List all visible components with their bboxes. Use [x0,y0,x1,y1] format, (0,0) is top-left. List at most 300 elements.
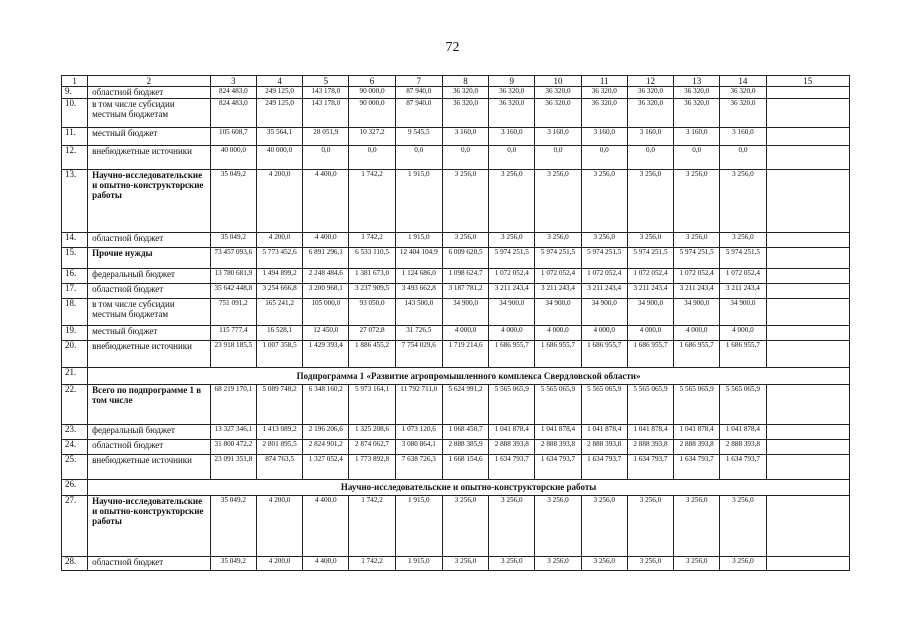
value-cell: 751 091,2 [210,299,256,326]
row-number-cell: 16. [62,269,88,284]
value-cell: 5 773 452,6 [256,248,302,269]
value-cell: 0,0 [535,146,581,170]
value-cell: 28 051,9 [303,128,349,146]
value-cell: 4 000,0 [489,326,535,341]
value-cell: 1 072 052,4 [489,269,535,284]
value-cell: 2 888 393,8 [627,440,673,455]
value-cell: 1 494 899,2 [256,269,302,284]
value-cell [766,269,849,284]
value-cell [766,385,849,425]
value-cell: 143 178,0 [303,99,349,128]
value-cell: 3 080 864,1 [395,440,442,455]
column-number-row [62,76,850,87]
value-cell: 87 940,0 [395,99,442,128]
table-row [62,99,850,128]
value-cell [766,146,849,170]
row-name-cell: областной бюджет [88,284,211,299]
value-cell: 0,0 [489,146,535,170]
row-name-cell: внебюджетные источники [88,341,211,368]
table-row [62,146,850,170]
page-number: 72 [445,40,460,55]
value-cell: 1 915,0 [395,496,442,557]
table-row [62,284,850,299]
value-cell: 1 041 878,4 [627,425,673,440]
value-cell: 90 000,0 [349,99,395,128]
table-row [62,440,850,455]
value-cell: 2 888 393,8 [535,440,581,455]
value-cell: 4 000,0 [674,326,720,341]
value-cell: 5 565 065,9 [581,385,627,425]
value-cell: 35 049,2 [210,496,256,557]
column-header-cell: 5 [303,76,349,87]
value-cell: 31 800 472,2 [210,440,256,455]
value-cell: 2 824 901,2 [303,440,349,455]
value-cell: 0,0 [349,146,395,170]
value-cell: 1 041 878,4 [720,425,766,440]
value-cell: 13 327 346,1 [210,425,256,440]
value-cell: 3 493 662,8 [395,284,442,299]
value-cell [766,425,849,440]
value-cell: 4 000,0 [627,326,673,341]
value-cell: 1 041 878,4 [535,425,581,440]
column-header-cell: 6 [349,76,395,87]
row-number-cell: 27. [62,496,88,557]
value-cell: 34 900,0 [720,299,766,326]
value-cell: 1 073 120,6 [395,425,442,440]
value-cell: 1 634 793,7 [535,455,581,480]
value-cell: 874 763,5 [256,455,302,480]
value-cell: 36 320,0 [489,99,535,128]
value-cell: 1 634 793,7 [674,455,720,480]
column-header-cell: 7 [395,76,442,87]
column-header-cell: 2 [88,76,211,87]
value-cell: 1 041 878,4 [489,425,535,440]
column-header-cell: 15 [766,76,849,87]
column-header-cell: 1 [62,76,88,87]
value-cell [766,233,849,248]
table-row [62,299,850,326]
value-cell: 1 742,2 [349,496,395,557]
value-cell: 2 888 393,8 [489,440,535,455]
value-cell: 3 160,0 [489,128,535,146]
value-cell: 3 256,0 [581,496,627,557]
value-cell: 4 000,0 [442,326,488,341]
value-cell: 1 634 793,7 [581,455,627,480]
value-cell: 5 624 991,2 [442,385,488,425]
value-cell: 5 565 065,9 [535,385,581,425]
value-cell: 36 320,0 [674,99,720,128]
value-cell: 35 642 448,8 [210,284,256,299]
value-cell: 0,0 [395,146,442,170]
row-number-cell: 15. [62,248,88,269]
value-cell: 34 900,0 [535,299,581,326]
value-cell: 0,0 [442,146,488,170]
value-cell: 9 545,5 [395,128,442,146]
value-cell: 1 413 089,2 [256,425,302,440]
value-cell [766,455,849,480]
value-cell: 34 900,0 [627,299,673,326]
row-name-cell: Прочие нужды [88,248,211,269]
value-cell: 36 320,0 [535,99,581,128]
value-cell: 68 219 170,1 [210,385,256,425]
value-cell: 1 634 793,7 [627,455,673,480]
value-cell: 5 973 164,1 [349,385,395,425]
value-cell: 12 404 104,9 [395,248,442,269]
section-row [62,480,850,496]
table-row [62,87,850,99]
value-cell: 3 256,0 [581,233,627,248]
row-number-cell: 13. [62,170,88,233]
row-number-cell: 11. [62,128,88,146]
value-cell: 3 256,0 [535,170,581,233]
value-cell: 3 256,0 [489,170,535,233]
value-cell: 3 211 243,4 [627,284,673,299]
value-cell: 1 325 208,6 [349,425,395,440]
value-cell: 2 888 385,9 [442,440,488,455]
value-cell: 3 211 243,4 [581,284,627,299]
value-cell: 3 256,0 [489,557,535,571]
value-cell: 36 320,0 [581,87,627,99]
value-cell: 93 050,0 [349,299,395,326]
value-cell: 3 256,0 [627,557,673,571]
value-cell: 36 320,0 [720,87,766,99]
value-cell: 5 974 251,5 [535,248,581,269]
value-cell: 3 211 243,4 [674,284,720,299]
table-row [62,455,850,480]
value-cell: 1 719 214,6 [442,341,488,368]
value-cell: 11 792 711,0 [395,385,442,425]
column-header-cell: 8 [442,76,488,87]
row-number-cell: 10. [62,99,88,128]
value-cell: 3 211 243,4 [489,284,535,299]
value-cell: 2 248 484,6 [303,269,349,284]
budget-table [61,75,850,571]
value-cell: 36 320,0 [581,99,627,128]
table-row [62,341,850,368]
value-cell: 1 072 052,4 [581,269,627,284]
value-cell: 1 915,0 [395,557,442,571]
value-cell: 6 533 110,5 [349,248,395,269]
table-row [62,128,850,146]
value-cell [766,284,849,299]
table-row [62,269,850,284]
row-number-cell: 28. [62,557,88,571]
value-cell: 1 072 052,4 [535,269,581,284]
value-cell: 1 068 450,7 [442,425,488,440]
table-row [62,233,850,248]
table-row [62,170,850,233]
value-cell: 5 565 065,9 [627,385,673,425]
value-cell: 5 565 065,9 [674,385,720,425]
section-row [62,368,850,385]
table-row [62,248,850,269]
value-cell: 105 608,7 [210,128,256,146]
value-cell [766,87,849,99]
row-number-cell: 22. [62,385,88,425]
value-cell: 4 000,0 [720,326,766,341]
value-cell: 1 124 686,0 [395,269,442,284]
value-cell: 3 256,0 [627,170,673,233]
value-cell: 6 009 620,5 [442,248,488,269]
value-cell: 0,0 [303,146,349,170]
row-name-cell: местный бюджет [88,326,211,341]
table-row [62,425,850,440]
value-cell: 1 327 052,4 [303,455,349,480]
value-cell: 4 400,0 [303,170,349,233]
row-name-cell: в том числе субсидии местным бюджетам [88,299,211,326]
row-name-cell: внебюджетные источники [88,455,211,480]
value-cell: 1 686 955,7 [674,341,720,368]
value-cell: 36 320,0 [535,87,581,99]
value-cell: 4 200,0 [256,496,302,557]
value-cell: 4 200,0 [256,170,302,233]
value-cell [766,299,849,326]
section-title-cell: Научно-исследовательские и опытно-конструкторские работы [88,480,850,496]
value-cell: 35 564,1 [256,128,302,146]
value-cell [766,326,849,341]
value-cell: 36 320,0 [442,87,488,99]
column-header-cell: 14 [720,76,766,87]
value-cell: 3 256,0 [535,496,581,557]
value-cell: 115 777,4 [210,326,256,341]
value-cell: 3 237 909,5 [349,284,395,299]
value-cell: 3 200 968,1 [303,284,349,299]
value-cell: 7 754 029,6 [395,341,442,368]
value-cell: 34 900,0 [674,299,720,326]
value-cell: 34 900,0 [489,299,535,326]
value-cell: 4 200,0 [256,557,302,571]
value-cell: 1 742,2 [349,170,395,233]
value-cell: 1 915,0 [395,233,442,248]
value-cell: 1 072 052,4 [674,269,720,284]
column-header-cell: 10 [535,76,581,87]
row-name-cell: федеральный бюджет [88,425,211,440]
value-cell: 27 072,8 [349,326,395,341]
value-cell: 143 500,0 [395,299,442,326]
value-cell: 3 254 666,8 [256,284,302,299]
value-cell: 5 974 251,5 [627,248,673,269]
value-cell: 3 256,0 [581,557,627,571]
value-cell: 40 000,0 [210,146,256,170]
value-cell: 1 429 393,4 [303,341,349,368]
row-name-cell: областной бюджет [88,440,211,455]
value-cell: 2 874 062,7 [349,440,395,455]
value-cell: 13 780 681,9 [210,269,256,284]
value-cell: 1 072 052,4 [720,269,766,284]
value-cell: 3 256,0 [674,557,720,571]
value-cell: 6 891 296,1 [303,248,349,269]
value-cell: 35 049,2 [210,170,256,233]
value-cell: 4 400,0 [303,496,349,557]
value-cell: 4 400,0 [303,233,349,248]
value-cell: 249 125,0 [256,99,302,128]
value-cell: 1 915,0 [395,170,442,233]
value-cell: 0,0 [674,146,720,170]
value-cell: 1 686 955,7 [535,341,581,368]
value-cell: 3 256,0 [442,557,488,571]
row-number-cell: 26. [62,480,88,496]
value-cell: 0,0 [720,146,766,170]
row-number-cell: 19. [62,326,88,341]
row-name-cell: федеральный бюджет [88,269,211,284]
value-cell: 12 450,0 [303,326,349,341]
row-number-cell: 23. [62,425,88,440]
row-number-cell: 21. [62,368,88,385]
value-cell: 1 686 955,7 [581,341,627,368]
value-cell: 3 256,0 [581,170,627,233]
value-cell: 2 888 393,8 [581,440,627,455]
value-cell: 1 381 673,0 [349,269,395,284]
value-cell: 1 773 892,8 [349,455,395,480]
value-cell: 2 196 206,6 [303,425,349,440]
value-cell: 3 256,0 [720,496,766,557]
value-cell: 143 178,0 [303,87,349,99]
row-number-cell: 24. [62,440,88,455]
value-cell: 1 634 793,7 [489,455,535,480]
value-cell: 824 483,0 [210,87,256,99]
value-cell: 824 483,0 [210,99,256,128]
value-cell: 3 256,0 [535,557,581,571]
row-number-cell: 17. [62,284,88,299]
value-cell: 1 634 793,7 [720,455,766,480]
value-cell: 36 320,0 [720,99,766,128]
value-cell [766,496,849,557]
table-row [62,385,850,425]
value-cell: 87 940,0 [395,87,442,99]
row-name-cell: областной бюджет [88,557,211,571]
table-row [62,326,850,341]
value-cell: 3 211 243,4 [720,284,766,299]
value-cell: 3 256,0 [442,170,488,233]
value-cell [766,128,849,146]
value-cell: 3 256,0 [674,496,720,557]
value-cell: 34 900,0 [581,299,627,326]
value-cell: 1 686 955,7 [489,341,535,368]
value-cell: 105 000,0 [303,299,349,326]
value-cell: 4 000,0 [535,326,581,341]
column-header-cell: 13 [674,76,720,87]
value-cell: 35 049,2 [210,233,256,248]
value-cell: 36 320,0 [442,99,488,128]
value-cell: 1 686 955,7 [720,341,766,368]
value-cell: 5 974 251,5 [581,248,627,269]
value-cell: 1 098 624,7 [442,269,488,284]
value-cell: 5 565 065,9 [720,385,766,425]
row-name-cell: в том числе субсидии местным бюджетам [88,99,211,128]
value-cell: 4 000,0 [581,326,627,341]
value-cell: 1 686 955,7 [627,341,673,368]
value-cell [766,557,849,571]
value-cell: 2 801 895,5 [256,440,302,455]
value-cell: 36 320,0 [489,87,535,99]
value-cell: 5 565 065,9 [489,385,535,425]
row-name-cell: местный бюджет [88,128,211,146]
value-cell: 3 160,0 [535,128,581,146]
row-number-cell: 20. [62,341,88,368]
value-cell: 3 256,0 [442,496,488,557]
value-cell: 3 160,0 [674,128,720,146]
value-cell: 1 041 878,4 [674,425,720,440]
value-cell: 3 160,0 [720,128,766,146]
value-cell [766,170,849,233]
value-cell: 0,0 [581,146,627,170]
row-name-cell: Научно-исследовательские и опытно-конструкторские работы [88,170,211,233]
value-cell: 0,0 [627,146,673,170]
value-cell: 73 457 093,6 [210,248,256,269]
value-cell: 3 256,0 [535,233,581,248]
value-cell: 31 726,5 [395,326,442,341]
row-number-cell: 12. [62,146,88,170]
row-name-cell: областной бюджет [88,87,211,99]
value-cell: 35 049,2 [210,557,256,571]
value-cell: 36 320,0 [627,99,673,128]
value-cell: 1 072 052,4 [627,269,673,284]
value-cell: 16 528,1 [256,326,302,341]
row-name-cell: внебюджетные источники [88,146,211,170]
value-cell [766,440,849,455]
value-cell: 1 742,2 [349,233,395,248]
value-cell: 36 320,0 [674,87,720,99]
value-cell: 3 256,0 [489,496,535,557]
row-number-cell: 18. [62,299,88,326]
section-title-cell: Подпрограмма 1 «Развитие агропромышленного комплекса Свердловской области» [88,368,850,385]
value-cell: 3 211 243,4 [535,284,581,299]
value-cell: 2 888 393,8 [674,440,720,455]
value-cell: 3 256,0 [674,170,720,233]
value-cell: 3 256,0 [720,233,766,248]
row-name-cell: Научно-исследовательские и опытно-конструкторские работы [88,496,211,557]
value-cell [766,341,849,368]
value-cell [766,99,849,128]
value-cell: 40 000,0 [256,146,302,170]
column-header-cell: 9 [489,76,535,87]
value-cell: 5 089 748,2 [256,385,302,425]
table-row [62,496,850,557]
value-cell: 5 974 251,5 [674,248,720,269]
value-cell: 3 256,0 [442,233,488,248]
value-cell: 1 886 455,2 [349,341,395,368]
value-cell: 7 638 726,3 [395,455,442,480]
row-number-cell: 9. [62,87,88,99]
value-cell: 1 742,2 [349,557,395,571]
value-cell: 3 160,0 [442,128,488,146]
column-header-cell: 12 [627,76,673,87]
column-header-cell: 3 [210,76,256,87]
value-cell: 5 974 251,5 [489,248,535,269]
value-cell: 2 888 393,8 [720,440,766,455]
value-cell: 4 200,0 [256,233,302,248]
row-name-cell: Всего по подпрограмме 1 в том числе [88,385,211,425]
value-cell: 3 187 781,2 [442,284,488,299]
row-number-cell: 25. [62,455,88,480]
value-cell: 3 256,0 [627,233,673,248]
value-cell: 3 256,0 [489,233,535,248]
value-cell: 1 668 154,6 [442,455,488,480]
table-row [62,557,850,571]
value-cell [766,248,849,269]
value-cell: 1 041 878,4 [581,425,627,440]
value-cell: 3 256,0 [720,170,766,233]
value-cell: 5 974 251,5 [720,248,766,269]
value-cell: 165 241,2 [256,299,302,326]
value-cell: 36 320,0 [627,87,673,99]
value-cell: 90 000,0 [349,87,395,99]
row-name-cell: областной бюджет [88,233,211,248]
value-cell: 3 160,0 [627,128,673,146]
value-cell: 3 256,0 [627,496,673,557]
value-cell: 4 400,0 [303,557,349,571]
value-cell: 3 256,0 [720,557,766,571]
